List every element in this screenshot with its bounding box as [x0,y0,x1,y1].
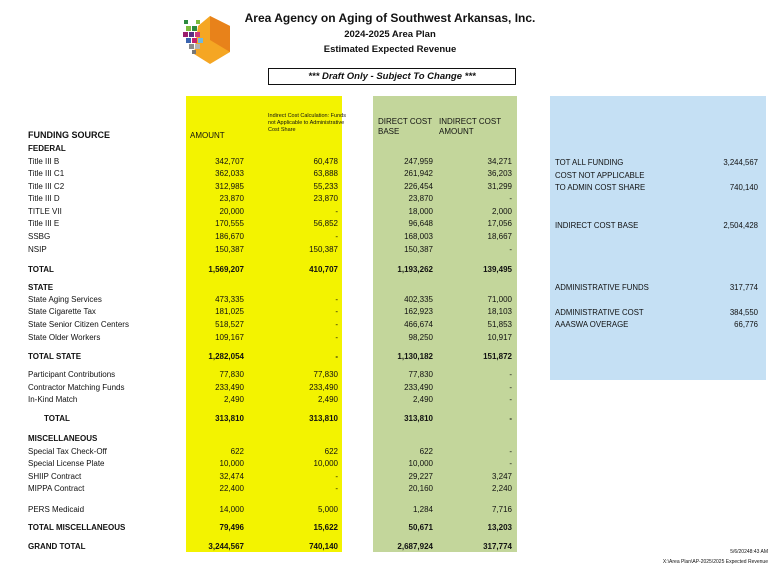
row-label: TOTAL STATE [28,352,82,361]
indirect-cost-amount-cell: 17,056 [487,219,512,228]
summary-label: ADMINISTRATIVE FUNDS [555,283,649,292]
plan-year: 2024-2025 Area Plan [344,29,436,40]
not-applicable-cell: 77,830 [313,370,338,379]
amount-cell: 1,569,207 [208,265,244,274]
amount-cell: 2,490 [223,395,244,404]
not-applicable-cell: - [335,352,338,361]
direct-cost-base-cell: 622 [419,447,433,456]
indirect-cost-amount-cell: - [509,370,512,379]
not-applicable-cell: 63,888 [313,169,338,178]
summary-row [0,307,780,319]
summary-label: TO ADMIN COST SHARE [555,183,646,192]
indirect-cost-amount-cell: 18,103 [487,307,512,316]
not-applicable-cell: - [335,307,338,316]
indirect-cost-amount-cell: 31,299 [487,182,512,191]
row-label: Title III C2 [28,182,65,191]
direct-cost-base-cell: 2,687,924 [397,542,433,551]
print-date: 5/6/20248:43 AM [730,549,768,555]
row-label: State Older Workers [28,333,101,342]
table-row [0,382,780,394]
row-label: State Cigarette Tax [28,307,96,316]
table-row [0,244,780,256]
table-row [0,332,780,344]
summary-row [0,282,780,294]
indirect-cost-amount-cell: 7,716 [491,505,512,514]
direct-cost-base-cell: 96,648 [408,219,433,228]
table-row [0,394,780,406]
indirect-cost-amount-cell: - [509,459,512,468]
table-row [0,193,780,205]
row-label: TOTAL [28,265,54,274]
direct-cost-base-cell: 233,490 [404,383,433,392]
row-label: SHIIP Contract [28,472,82,481]
direct-cost-base-cell: 77,830 [408,370,433,379]
table-row [0,369,780,381]
not-applicable-cell: 55,233 [313,182,338,191]
row-label: Contractor Matching Funds [28,383,125,392]
total-row [0,264,780,276]
not-applicable-cell: 2,490 [317,395,338,404]
summary-value: 317,774 [729,283,758,292]
summary-label: TOT ALL FUNDING [555,158,624,167]
not-applicable-cell: - [335,484,338,493]
amount-cell: 342,707 [215,157,244,166]
not-applicable-cell: 5,000 [317,505,338,514]
table-row [0,446,780,458]
indirect-cost-amount-cell: 3,247 [491,472,512,481]
summary-value: 384,550 [729,308,758,317]
row-label: GRAND TOTAL [28,542,86,551]
summary-label: ADMINISTRATIVE COST [555,308,644,317]
section-header [0,433,780,445]
amount-cell: 20,000 [219,207,244,216]
indirect-cost-amount-cell: - [509,383,512,392]
summary-value: 3,244,567 [723,158,758,167]
not-applicable-cell: 10,000 [313,459,338,468]
row-label: MISCELLANEOUS [28,434,98,443]
summary-row [0,170,780,182]
indirect-cost-amount-cell: - [509,395,512,404]
total-row [0,541,780,553]
col-funding-source: FUNDING SOURCE [28,130,111,140]
file-path: X:\Area Plan\AP-2025\2025 Expected Revenue [662,559,768,565]
amount-cell: 32,474 [219,472,244,481]
direct-cost-base-cell: 50,671 [408,523,433,532]
amount-cell: 362,033 [215,169,244,178]
not-applicable-cell: 740,140 [309,542,338,551]
row-label: Title III E [28,219,60,228]
not-applicable-cell: 622 [324,447,338,456]
table-row [0,231,780,243]
not-applicable-cell: - [335,472,338,481]
row-label: PERS Medicaid [28,505,85,514]
col-amount: AMOUNT [190,131,225,140]
direct-cost-base-cell: 402,335 [404,295,433,304]
amount-cell: 473,335 [215,295,244,304]
indirect-cost-amount-cell: 36,203 [487,169,512,178]
not-applicable-cell: 410,707 [309,265,338,274]
table-row [0,483,780,495]
table-row [0,294,780,306]
row-label: Title III D [28,194,60,203]
amount-cell: 109,167 [215,333,244,342]
indirect-cost-amount-cell: 2,000 [491,207,512,216]
summary-label: COST NOT APPLICABLE [555,171,645,180]
direct-cost-base-cell: 150,387 [404,245,433,254]
direct-cost-base-cell: 466,674 [404,320,433,329]
not-applicable-cell: - [335,207,338,216]
direct-cost-base-cell: 29,227 [408,472,433,481]
summary-row [0,220,780,232]
direct-cost-base-cell: 98,250 [408,333,433,342]
direct-cost-base-cell: 168,003 [404,232,433,241]
not-applicable-cell: 56,852 [313,219,338,228]
indirect-cost-amount-cell: 317,774 [483,542,512,551]
indirect-cost-amount-cell: 34,271 [487,157,512,166]
summary-value: 66,776 [734,320,758,329]
not-applicable-cell: 233,490 [309,383,338,392]
draft-banner: *** Draft Only - Subject To Change *** [268,68,516,85]
row-label: TITLE VII [28,207,62,216]
not-applicable-cell: 23,870 [313,194,338,203]
col-direct-cost-base: DIRECT COST BASE [378,117,432,136]
total-row [0,522,780,534]
direct-cost-base-cell: 1,284 [412,505,433,514]
summary-value: 2,504,428 [723,221,758,230]
amount-cell: 77,830 [219,370,244,379]
summary-row [0,319,780,331]
table-row [0,206,780,218]
indirect-cost-amount-cell: 71,000 [487,295,512,304]
table-row [0,458,780,470]
indirect-cost-amount-cell: 18,667 [487,232,512,241]
not-applicable-cell: - [335,333,338,342]
amount-cell: 22,400 [219,484,244,493]
org-name: Area Agency on Aging of Southwest Arkansas, Inc. [244,11,536,25]
summary-label: AAASWA OVERAGE [555,320,629,329]
row-label: State Aging Services [28,295,102,304]
direct-cost-base-cell: 261,942 [404,169,433,178]
col-indirect-cost-amount: INDIRECT COST AMOUNT [439,117,501,136]
row-label: Participant Contributions [28,370,116,379]
indirect-cost-amount-cell: 139,495 [483,265,512,274]
not-applicable-cell: 313,810 [309,414,338,423]
summary-label: INDIRECT COST BASE [555,221,639,230]
not-applicable-cell: - [335,232,338,241]
amount-cell: 313,810 [215,414,244,423]
row-label: Title III B [28,157,60,166]
amount-cell: 23,870 [219,194,244,203]
direct-cost-base-cell: 10,000 [408,459,433,468]
indirect-cost-amount-cell: - [509,447,512,456]
amount-cell: 518,527 [215,320,244,329]
table-row [0,471,780,483]
indirect-cost-amount-cell: 151,872 [483,352,512,361]
summary-row [0,157,780,169]
direct-cost-base-cell: 18,000 [408,207,433,216]
row-label: STATE [28,283,54,292]
summary-row [0,182,780,194]
row-label: SSBG [28,232,51,241]
total-row [0,351,780,363]
row-label: Special Tax Check-Off [28,447,107,456]
direct-cost-base-cell: 23,870 [408,194,433,203]
row-label: Title III C1 [28,169,65,178]
indirect-cost-amount-cell: 13,203 [487,523,512,532]
indirect-cost-amount-cell: - [509,414,512,423]
not-applicable-cell: 15,622 [313,523,338,532]
indirect-cost-amount-cell: 51,853 [487,320,512,329]
row-label: FEDERAL [28,144,66,153]
row-label: MIPPA Contract [28,484,85,493]
direct-cost-base-cell: 1,130,182 [397,352,433,361]
not-applicable-cell: 60,478 [313,157,338,166]
col-indirect-calc: Indirect Cost Calculation: Funds not Applicable to Administrative Cost Share [268,113,346,133]
amount-cell: 312,985 [215,182,244,191]
amount-cell: 233,490 [215,383,244,392]
amount-cell: 170,555 [215,219,244,228]
direct-cost-base-cell: 162,923 [404,307,433,316]
total-row [0,413,780,425]
summary-value: 740,140 [729,183,758,192]
amount-cell: 79,496 [219,523,244,532]
amount-cell: 181,025 [215,307,244,316]
amount-cell: 10,000 [219,459,244,468]
direct-cost-base-cell: 20,160 [408,484,433,493]
amount-cell: 3,244,567 [208,542,244,551]
row-label: In-Kind Match [28,395,78,404]
row-label: NSIP [28,245,47,254]
indirect-cost-amount-cell: - [509,245,512,254]
not-applicable-cell: - [335,295,338,304]
amount-cell: 1,282,054 [208,352,244,361]
direct-cost-base-cell: 2,490 [412,395,433,404]
amount-cell: 150,387 [215,245,244,254]
direct-cost-base-cell: 247,959 [404,157,433,166]
direct-cost-base-cell: 226,454 [404,182,433,191]
direct-cost-base-cell: 313,810 [404,414,433,423]
row-label: TOTAL MISCELLANEOUS [28,523,126,532]
row-label: TOTAL [44,414,70,423]
not-applicable-cell: 150,387 [309,245,338,254]
section-header [0,143,780,155]
direct-cost-base-cell: 1,193,262 [397,265,433,274]
row-label: State Senior Citizen Centers [28,320,129,329]
table-row [0,504,780,516]
amount-cell: 14,000 [219,505,244,514]
not-applicable-cell: - [335,320,338,329]
amount-cell: 186,670 [215,232,244,241]
indirect-cost-amount-cell: - [509,194,512,203]
indirect-cost-amount-cell: 10,917 [487,333,512,342]
amount-cell: 622 [230,447,244,456]
row-label: Special License Plate [28,459,105,468]
indirect-cost-amount-cell: 2,240 [491,484,512,493]
report-subtitle: Estimated Expected Revenue [323,44,457,55]
